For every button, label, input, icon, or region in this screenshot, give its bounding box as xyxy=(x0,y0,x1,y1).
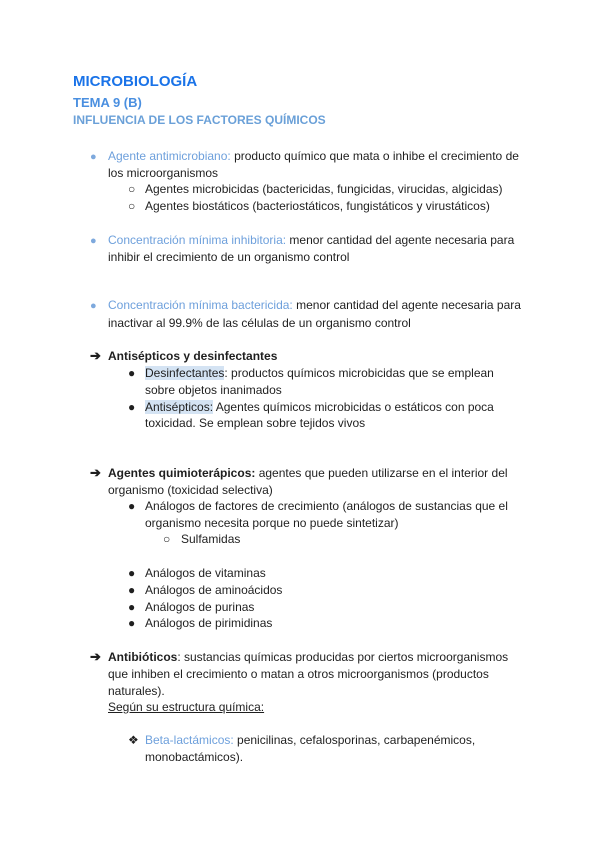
bullet-dot-icon: ● xyxy=(128,400,136,414)
arrow-icon: ➔ xyxy=(90,465,101,480)
list-item: Análogos de aminoácidos xyxy=(145,583,283,597)
bullet-dot-icon: ● xyxy=(90,151,97,163)
quimio-line2: organismo (toxicidad selectiva) xyxy=(108,483,273,497)
desinfectantes-definition xyxy=(145,366,494,380)
quimio-heading: Agentes quimioterápicos: xyxy=(108,466,256,480)
antibioticos-line1: : sustancias químicas producidas por ciertos microorganismos xyxy=(177,650,509,664)
bullet-dot-icon: ● xyxy=(128,566,136,580)
antibioticos-heading: Antibióticos xyxy=(108,650,178,664)
analogos-line1: Análogos de factores de crecimiento (análogos de sustancias que el xyxy=(145,499,508,513)
antimicrobiano-sub1: Agentes microbicidas (bactericidas, fungicidas, virucidas, algicidas) xyxy=(145,182,503,196)
cmi-def-line1: menor cantidad del agente necesaria para xyxy=(286,233,515,247)
cmi-definition xyxy=(108,233,514,247)
antisepticos-line2: toxicidad. Se emplean sobre tejidos vivos xyxy=(145,416,366,430)
beta-lactamicos-definition xyxy=(145,733,475,747)
bullet-dot-icon: ● xyxy=(90,300,97,312)
antisepticos-heading: Antisépticos y desinfectantes xyxy=(108,349,278,363)
antisepticos-definition xyxy=(145,400,494,414)
circle-bullet-icon: ○ xyxy=(163,532,171,546)
bullet-dot-icon: ● xyxy=(128,499,136,513)
antibioticos-definition xyxy=(108,650,508,664)
quimio-definition xyxy=(108,466,508,480)
desinfectantes-term: Desinfectantes xyxy=(145,366,225,380)
circle-bullet-icon: ○ xyxy=(128,182,136,196)
beta-lactamicos-line2: monobactámicos). xyxy=(145,750,244,764)
list-item: Análogos de purinas xyxy=(145,600,255,614)
analogos-line2: organismo necesita porque no puede sintetizar) xyxy=(145,516,399,530)
antibioticos-line2: que inhiben el crecimiento o matan a otros microorganismos (productos xyxy=(108,667,489,681)
diamond-bullet-icon: ❖ xyxy=(128,733,139,747)
bullet-dot-icon: ● xyxy=(128,583,136,597)
cmi-term: Concentración mínima inhibitoria: xyxy=(108,233,287,247)
antisepticos-term: Antisépticos: xyxy=(145,400,214,414)
bullet-dot-icon: ● xyxy=(128,600,136,614)
bullet-dot-icon: ● xyxy=(90,235,97,247)
antimicrobiano-term: Agente antimicrobiano: xyxy=(108,149,231,163)
arrow-icon: ➔ xyxy=(90,348,101,363)
topic-heading: TEMA 9 (B) xyxy=(73,95,142,110)
beta-lactamicos-line1: penicilinas, cefalosporinas, carbapenémicos, xyxy=(233,733,476,747)
antimicrobiano-sub2: Agentes biostáticos (bacteriostáticos, fungistáticos y virustáticos) xyxy=(145,199,490,213)
sulfamidas: Sulfamidas xyxy=(181,532,241,546)
bullet-dot-icon: ● xyxy=(128,366,136,380)
estructura-heading: Según su estructura química: xyxy=(108,700,265,714)
arrow-icon: ➔ xyxy=(90,649,101,664)
desinfectantes-line2: sobre objetos inanimados xyxy=(145,383,282,397)
antimicrobiano-def-line1: producto químico que mata o inhibe el crecimiento de xyxy=(230,149,519,163)
antimicrobiano-definition xyxy=(108,149,519,163)
cmi-def-line2: inhibir el crecimiento de un organismo control xyxy=(108,250,350,264)
antibioticos-line3: naturales). xyxy=(108,684,165,698)
antisepticos-line1: Agentes químicos microbicidas o estáticos con poca xyxy=(213,400,494,414)
circle-bullet-icon: ○ xyxy=(128,199,136,213)
beta-lactamicos-term: Beta-lactámicos: xyxy=(145,733,234,747)
section-subtitle: INFLUENCIA DE LOS FACTORES QUÍMICOS xyxy=(73,113,326,127)
doc-title: MICROBIOLOGÍA xyxy=(73,73,198,90)
cmb-def-line1: menor cantidad del agente necesaria para xyxy=(292,298,521,312)
bullet-dot-icon: ● xyxy=(128,616,136,630)
cmb-term: Concentración mínima bactericida: xyxy=(108,298,293,312)
cmb-definition xyxy=(108,298,521,312)
antimicrobiano-def-line2: los microorganismos xyxy=(108,166,219,180)
quimio-line1: agentes que pueden utilizarse en el interior del xyxy=(255,466,508,480)
list-item: Análogos de vitaminas xyxy=(145,566,266,580)
list-item: Análogos de pirimidinas xyxy=(145,616,273,630)
desinfectantes-line1: : productos químicos microbicidas que se emplean xyxy=(224,366,494,380)
cmb-def-line2: inactivar al 99.9% de las células de un organismo control xyxy=(108,316,411,330)
